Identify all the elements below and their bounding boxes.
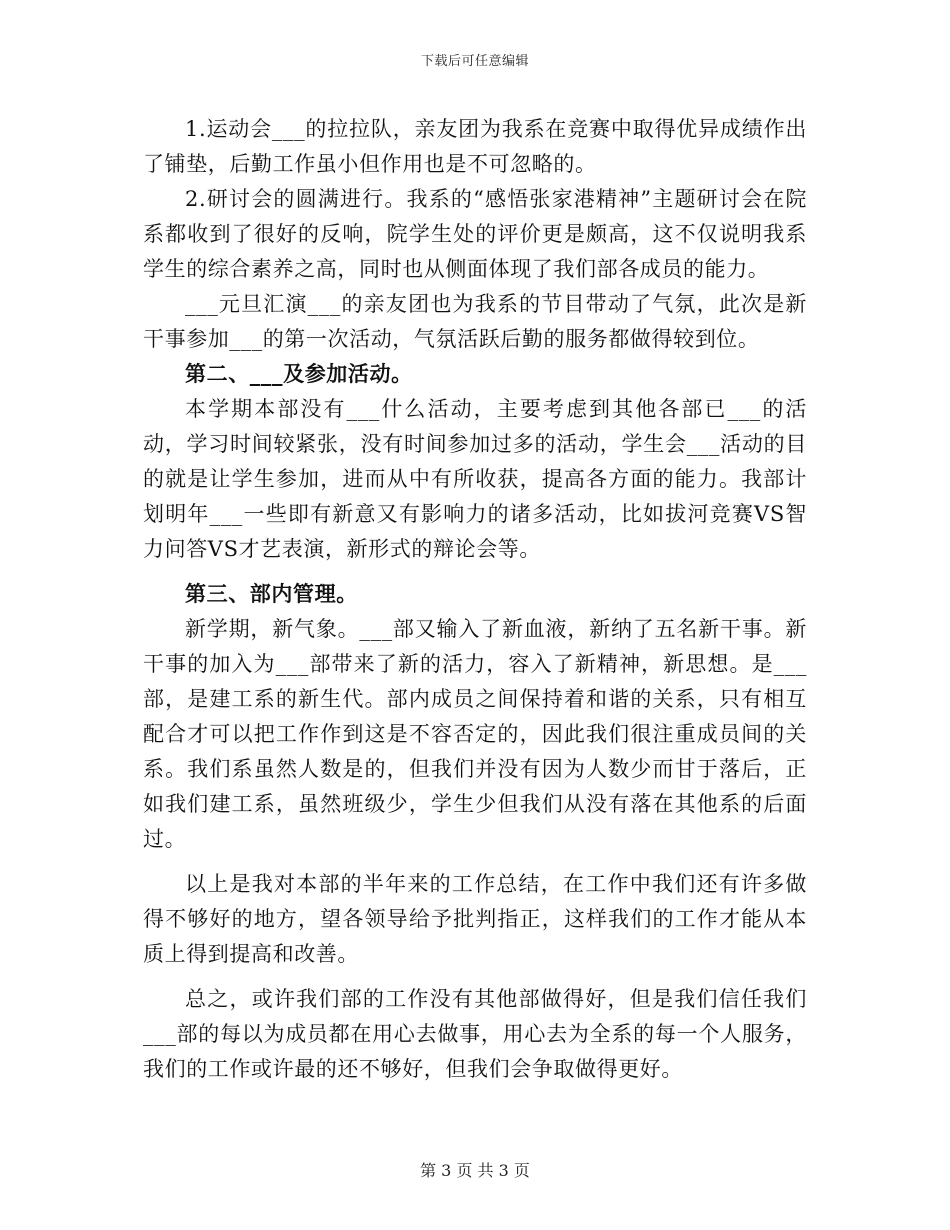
page-footer: 第 3 页 共 3 页 bbox=[420, 1161, 530, 1180]
paragraph-sports-meet: 1.运动会___的拉拉队，亲友团为我系在竞赛中取得优异成绩作出了铺垫，后勤工作虽小但作用也是不可忽略的。 bbox=[143, 117, 807, 176]
spacer bbox=[143, 857, 807, 867]
paragraph-conclusion: 总之，或许我们部的工作没有其他部做得好，但是我们信任我们___部的每以为成员都在用心去做事，用心去为全系的每一个人服务，我们的工作或许最的还不够好，但我们会争取做得更好。 bbox=[143, 987, 807, 1081]
spacer bbox=[143, 567, 807, 577]
paragraph-seminar: 2.研讨会的圆满进行。我系的“感悟张家港精神”主题研讨会在院系都收到了很好的反响，院学生处的评价更是颇高，这不仅说明我系学生的综合素养之高，同时也从侧面体现了我们部各成员的能力。 bbox=[143, 187, 807, 281]
paragraph-management: 新学期，新气象。___部又输入了新血液，新纳了五名新干事。新干事的加入为___部带来了新的活力，容入了新精神，新思想。是___部，是建工系的新生代。部内成员之间保持着和谐的关系，只有相互配合才可以把工作作到这是不容否定的，因此我们很注重成员间的关系。我们系虽然人数是的，但我们并没有因为人数少而甘于落后，正如我们建工系，虽然班级少，学生少但我们从没有落在其他系的后面过。 bbox=[143, 617, 807, 851]
paragraph-new-year-show: ___元旦汇演___的亲友团也为我系的节目带动了气氛，此次是新干事参加___的第一次活动，气氛活跃后勤的服务都做得较到位。 bbox=[143, 292, 807, 351]
document-body bbox=[143, 112, 807, 1087]
section-heading-management: 第三、部内管理。 bbox=[185, 582, 358, 606]
paragraph-activities: 本学期本部没有___什么活动，主要考虑到其他各部已___的活动，学习时间较紧张，没有时间参加过多的活动，学生会___活动的目的就是让学生参加，进而从中有所收获，提高各方面的能力。我部计划明年___一些即有新意又有影响力的诸多活动，比如拔河竞赛VS智力问答VS才艺表演，新形式的辩论会等。 bbox=[143, 397, 807, 561]
section-heading-activities: 第二、___及参加活动。 bbox=[185, 362, 413, 386]
page-header: 下载后可任意编辑 bbox=[420, 54, 529, 69]
paragraph-summary: 以上是我对本部的半年来的工作总结，在工作中我们还有许多做得不够好的地方，望各领导给予批判指正，这样我们的工作才能从本质上得到提高和改善。 bbox=[143, 872, 807, 966]
spacer bbox=[143, 972, 807, 982]
